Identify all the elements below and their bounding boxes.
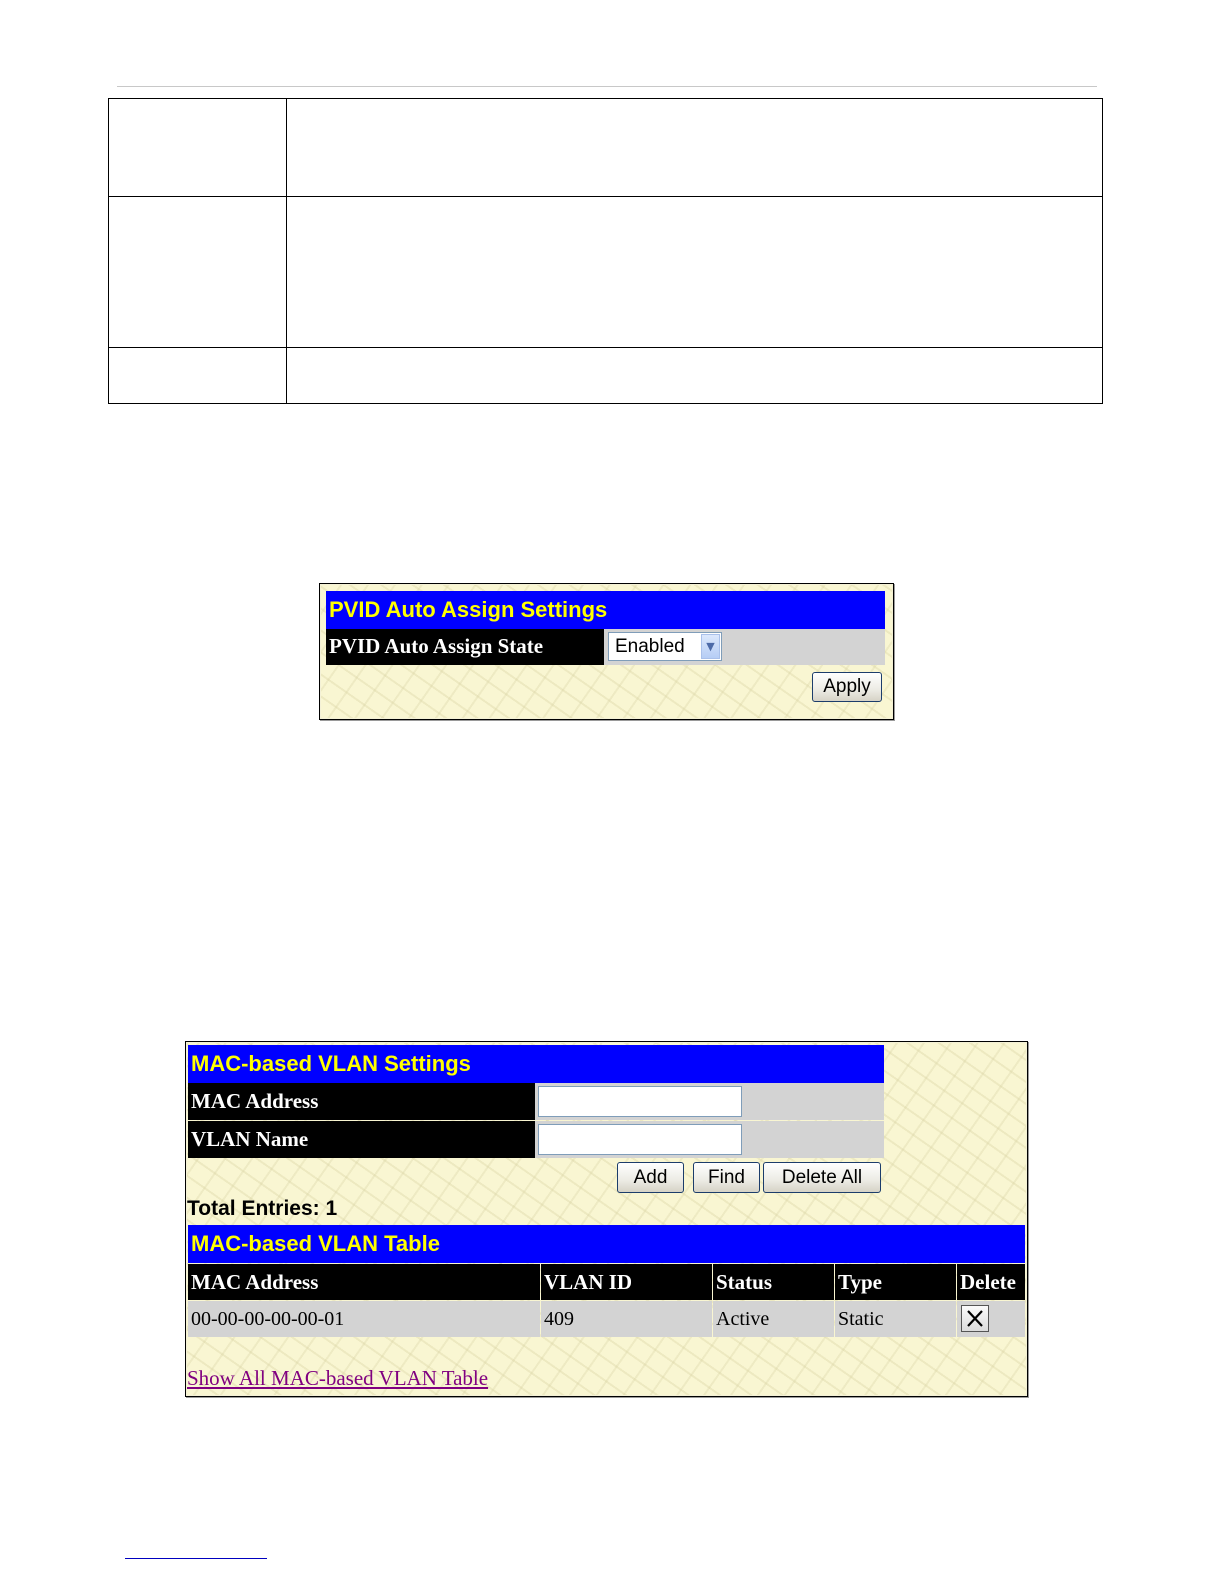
column-header-vlan-id: VLAN ID [541, 1264, 712, 1300]
mac-address-label: MAC Address [188, 1083, 535, 1120]
header-rule [117, 86, 1097, 87]
cell-type: Static [835, 1301, 956, 1337]
pvid-panel-title: PVID Auto Assign Settings [326, 591, 885, 629]
column-header-status: Status [713, 1264, 834, 1300]
add-button[interactable]: Add [617, 1162, 684, 1193]
close-icon [962, 1306, 988, 1331]
parameter-name-cell [109, 197, 287, 348]
delete-all-button[interactable]: Delete All [763, 1162, 881, 1193]
delete-entry-button[interactable] [961, 1305, 989, 1332]
parameter-row [109, 197, 1103, 348]
cell-mac-address: 00-00-00-00-00-01 [188, 1301, 540, 1337]
parameter-row [109, 348, 1103, 404]
pvid-state-select[interactable] [608, 632, 722, 661]
total-entries: Total Entries: 1 [187, 1197, 338, 1220]
parameter-description-cell [287, 348, 1103, 404]
column-header-delete: Delete [957, 1264, 1025, 1300]
vlan-name-label: VLAN Name [188, 1121, 535, 1158]
column-header-type: Type [835, 1264, 956, 1300]
mac-panel-title: MAC-based VLAN Settings [188, 1045, 884, 1083]
mac-table-title: MAC-based VLAN Table [188, 1225, 1025, 1263]
show-all-mac-vlan-link[interactable]: Show All MAC-based VLAN Table [187, 1366, 489, 1390]
mac-vlan-panel [185, 1041, 1028, 1397]
find-button[interactable]: Find [693, 1162, 760, 1193]
cell-vlan-id: 409 [541, 1301, 712, 1337]
column-header-mac-address: MAC Address [188, 1264, 540, 1300]
parameter-description-cell [287, 99, 1103, 197]
vlan-name-input[interactable] [538, 1124, 742, 1155]
parameter-name-cell [109, 99, 287, 197]
parameter-table [108, 98, 1103, 404]
pvid-state-label: PVID Auto Assign State [326, 629, 604, 665]
pvid-state-value: Enabled [615, 636, 685, 657]
parameter-name-cell [109, 348, 287, 404]
pvid-auto-assign-panel [319, 583, 894, 720]
parameter-row [109, 99, 1103, 197]
chevron-down-icon[interactable]: ▼ [701, 634, 720, 659]
apply-button[interactable]: Apply [812, 672, 882, 702]
footer-rule [125, 1558, 267, 1559]
cell-status: Active [713, 1301, 834, 1337]
parameter-description-cell [287, 197, 1103, 348]
mac-address-input[interactable] [538, 1086, 742, 1117]
